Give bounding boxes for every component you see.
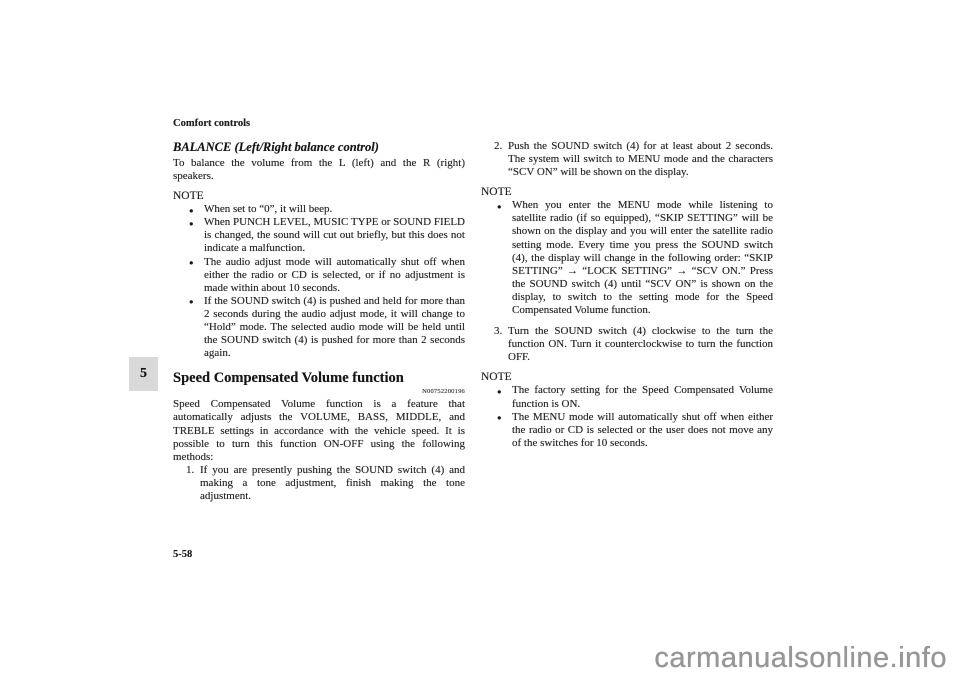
note-bullet-item	[481, 199, 773, 317]
numbered-step-3	[481, 325, 773, 364]
section-code: N00752200196	[422, 388, 465, 396]
step-text: Turn the SOUND switch (4) clockwise to the turn the function ON. Turn it counterclockwise to turn the function OFF.	[508, 325, 773, 364]
menu-note-list	[481, 199, 773, 317]
left-column	[173, 118, 465, 503]
balance-paragraph: To balance the volume from the L (left) and the R (right) speakers.	[173, 157, 465, 183]
note-label: NOTE	[173, 190, 204, 203]
numbered-step-2	[481, 140, 773, 179]
note-bullet-item	[173, 216, 465, 255]
chapter-tab	[129, 357, 158, 391]
note-bullet-item	[173, 295, 465, 360]
running-header: Comfort controls	[173, 118, 251, 129]
bullet-text: When set to “0”, it will beep.	[204, 203, 333, 216]
note-label: NOTE	[481, 186, 512, 199]
balance-section-heading: BALANCE (Left/Right balance control)	[173, 140, 379, 154]
bullet-text: If the SOUND switch (4) is pushed and held for more than 2 seconds during the audio adjust mode, it will change to “Hold” mode. The selected audio mode will be held until the SOUND switch (4) is pushed for more than 2 seconds again.	[204, 294, 465, 360]
bullet-text: The factory setting for the Speed Compensated Volume function is ON.	[512, 384, 773, 410]
bullet-icon: ●	[189, 205, 194, 215]
bullet-text: When PUNCH LEVEL, MUSIC TYPE or SOUND FIELD is changed, the sound will cut out briefly, but this does not indicate a malfunction.	[204, 216, 465, 255]
chapter-number: 5	[140, 366, 147, 381]
scv-note-list	[481, 384, 773, 449]
note-label: NOTE	[481, 371, 512, 384]
step-number: 2.	[494, 140, 503, 152]
bullet-text: The audio adjust mode will automatically shut off when either the radio or CD is selected, or if no adjustment is made within about 10 seconds.	[204, 255, 465, 294]
note-bullet-item	[173, 256, 465, 295]
bullet-icon: ●	[189, 297, 194, 307]
note-bullet-item	[481, 411, 773, 450]
bullet-icon: ●	[497, 201, 502, 211]
bullet-text: When you enter the MENU mode while listening to satellite radio (if so equipped), “SKIP SETTING” will be shown on the display and you will enter the satellite radio setting mode. Every time you press the SOUND switch (4), the display will change in the following order: “SKIP SETTING” → “LOCK SETTING” → “SCV ON.” Press the SOUND switch (4) until “SCV ON” is shown on the display, to switch to the setting mode for the Speed Compensated Volume function.	[512, 199, 773, 317]
bullet-icon: ●	[189, 218, 194, 228]
step-number: 1.	[186, 463, 195, 476]
page-number: 5-58	[173, 549, 193, 560]
balance-note-list	[173, 203, 465, 360]
watermark: carmanualsonline.info	[654, 642, 947, 674]
right-column	[481, 140, 773, 450]
scv-paragraph: Speed Compensated Volume function is a feature that automatically adjusts the VOLUME, BASS, MIDDLE, and TREBLE settings in accordance with the vehicle speed. It is possible to turn this function ON-OFF using the following methods:	[173, 398, 465, 463]
step-number: 3.	[494, 325, 503, 338]
numbered-step-1	[173, 464, 465, 503]
step-text: If you are presently pushing the SOUND switch (4) and making a tone adjustment, finish making the tone adjustment.	[200, 463, 465, 502]
bullet-icon: ●	[189, 258, 194, 268]
bullet-icon: ●	[497, 386, 502, 396]
note-bullet-item	[481, 384, 773, 410]
step-text: Push the SOUND switch (4) for at least about 2 seconds. The system will switch to MENU mode and the characters “SCV ON” will be shown on the display.	[508, 140, 773, 179]
bullet-icon: ●	[497, 413, 502, 423]
note-bullet-item	[173, 203, 465, 216]
scv-section-heading: Speed Compensated Volume function	[173, 370, 404, 387]
bullet-text: The MENU mode will automatically shut off when either the radio or CD is selected or the user does not move any of the switches for 10 seconds.	[512, 410, 773, 449]
